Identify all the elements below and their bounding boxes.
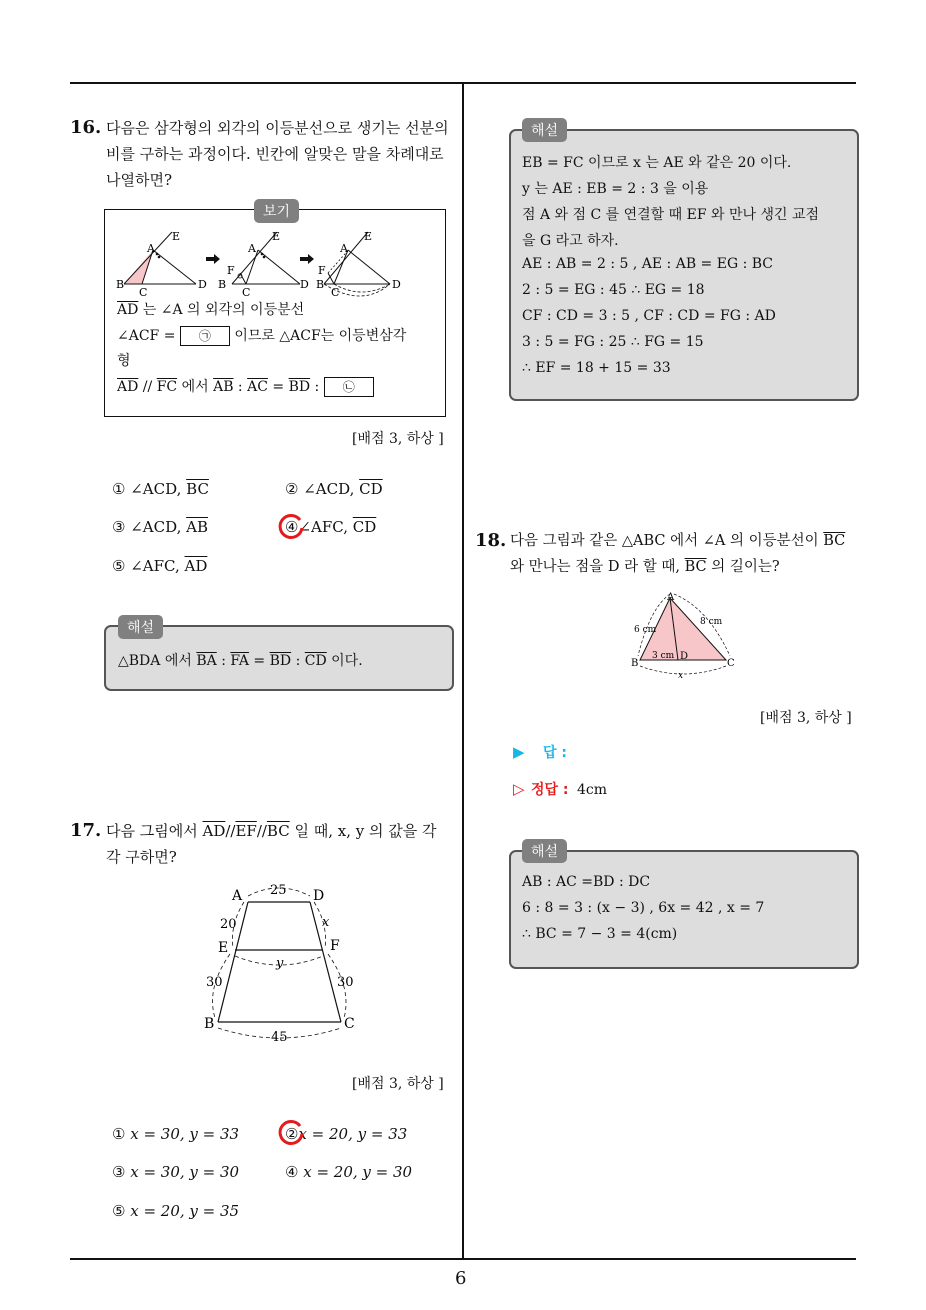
q16-explanation-text (118, 650, 363, 670)
answer-label: 답 : (543, 745, 567, 761)
q17-label-c: C (344, 1016, 355, 1032)
choice-segment: $\overline{BC}$ (186, 480, 209, 498)
q16-choice-5[interactable] (112, 557, 207, 575)
hae-text: : (291, 653, 305, 669)
hae-text: △BDA 에서 (118, 653, 197, 669)
svg-text:B: B (316, 278, 325, 291)
triangle-outline-icon: ▷ (513, 780, 525, 798)
q17-label-f: F (330, 938, 340, 954)
fig1-label-a: A (147, 242, 155, 255)
choice-text: x = 20, y = 35 (130, 1202, 240, 1220)
q16-choice-2[interactable] (285, 480, 383, 498)
q18-number: 18. (475, 530, 507, 551)
choice-text: x = 20, y = 33 (298, 1125, 408, 1143)
blank-box-2: ㉡ (324, 377, 374, 397)
bogi-line-1 (117, 299, 304, 319)
q17-explanation-line: 점 A 와 점 C 를 연결할 때 EF 와 만나 생긴 교점 (522, 207, 820, 223)
q16-question-text (106, 115, 461, 193)
bottom-rule (70, 1258, 856, 1260)
q16-number: 16. (70, 117, 102, 138)
svg-text:C: C (331, 286, 340, 298)
correct-answer-label: 정답 : (531, 782, 569, 798)
q18-triangle-figure (628, 590, 740, 682)
svg-text:D: D (392, 278, 401, 291)
q17-trapezoid-figure (196, 878, 366, 1050)
fig1-line (153, 250, 196, 284)
bogi-text: 는 ∠A 의 외각의 이등분선 (138, 302, 305, 318)
segment: $\overline{BC}$ (684, 559, 707, 575)
choice-text: x = 20, y = 30 (303, 1163, 413, 1181)
correct-mark-icon (276, 511, 306, 541)
choice-segment: $\overline{CD}$ (359, 480, 383, 498)
q17-score: [배점 3, 하상 ] (352, 1076, 444, 1092)
segment: $\overline{AD}$ (117, 379, 139, 395)
svg-text:D: D (300, 278, 309, 291)
page-number: 6 (455, 1268, 467, 1289)
svg-text:E: E (364, 230, 373, 243)
q17-explanation-line: CF : CD = 3 : 5 , CF : CD = FG : AD (522, 308, 776, 324)
q18-score: [배점 3, 하상 ] (760, 710, 852, 726)
choice-number: ③ (112, 518, 126, 536)
q16-choice-1[interactable] (112, 480, 209, 498)
q18-text-line (510, 554, 845, 580)
segment: $\overline{BC}$ (823, 533, 846, 549)
q-text: 다음 그림과 같은 △ABC 에서 ∠A 의 이등분선이 (510, 533, 824, 549)
q17-choice-3[interactable] (112, 1163, 239, 1181)
svg-text:A: A (248, 242, 256, 255)
choice-text: ∠ACD, (303, 480, 360, 498)
choice-text: ∠AFC, (298, 518, 353, 536)
q17-explanation-line: 3 : 5 = FG : 25 ∴ FG = 15 (522, 334, 704, 350)
q18-label-bc: x (678, 671, 684, 681)
svg-text:F: F (227, 264, 235, 277)
hae-text: = (248, 653, 270, 669)
q-text: 일 때, x, y 의 값을 각 (289, 822, 437, 840)
q-text: // (225, 822, 236, 840)
segment: $\overline{EF}$ (235, 822, 257, 840)
choice-segment: $\overline{AB}$ (186, 518, 208, 536)
q17-text-line (106, 818, 461, 844)
q16-text-line: 비를 구하는 과정이다. 빈칸에 알맞은 말을 차례대로 (106, 145, 444, 163)
segment: $\overline{BC}$ (266, 822, 290, 840)
choice-text: ∠AFC, (130, 557, 185, 575)
bogi-text: = (267, 379, 289, 395)
q17-explanation-label: 해설 (522, 118, 567, 142)
svg-text:A: A (340, 242, 348, 255)
svg-text:F: F (318, 264, 326, 277)
fig1-label-e: E (172, 230, 181, 243)
segment: $\overline{BD}$ (269, 653, 292, 669)
column-divider (462, 82, 464, 1260)
q18-explanation-line: ∴ BC = 7 − 3 = 4(cm) (522, 926, 678, 942)
correct-answer-row (513, 779, 607, 799)
q16-score: [배점 3, 하상 ] (352, 431, 444, 447)
q18-explanation-line: 6 : 8 = 3 : (x − 3) , 6x = 42 , x = 7 (522, 900, 765, 916)
q18-text-line (510, 528, 845, 554)
segment: $\overline{BD}$ (288, 379, 311, 395)
choice-number: ④ (285, 1163, 299, 1181)
q17-explanation-line: y 는 AE : EB = 2 : 3 을 이용 (522, 181, 709, 197)
bogi-text: // (138, 379, 157, 395)
segment: $\overline{AB}$ (213, 379, 234, 395)
q17-explanation-line: 을 G 라고 하자. (522, 233, 619, 249)
q-text: 와 만나는 점을 D 라 할 때, (510, 559, 685, 575)
choice-text: x = 30, y = 30 (130, 1163, 240, 1181)
fig1-label-b: B (116, 278, 125, 291)
segment: $\overline{AC}$ (247, 379, 268, 395)
q16-explanation-label: 해설 (118, 615, 163, 639)
q17-label-bottom: 45 (271, 1030, 288, 1045)
q18-label-bd: 3 cm (652, 651, 675, 661)
segment: $\overline{CD}$ (304, 653, 327, 669)
q17-label-eb: 30 (206, 975, 223, 990)
segment: $\overline{BA}$ (196, 653, 217, 669)
q17-label-fc: 30 (337, 975, 354, 990)
arrow-right-icon (206, 254, 220, 264)
q17-text-line: 각 구하면? (106, 848, 177, 866)
q17-number: 17. (70, 820, 102, 841)
q18-explanation-label: 해설 (522, 839, 567, 863)
fig1-label-c: C (139, 286, 148, 298)
q16-figure (112, 226, 412, 298)
choice-number: ⑤ (112, 557, 126, 575)
bogi-text: 이므로 △ACF는 이등변삼각 (229, 328, 407, 344)
choice-number: ② (285, 1125, 299, 1143)
q18-label-b: B (631, 658, 639, 669)
q17-label-ae: 20 (220, 917, 237, 932)
bogi-label: 보기 (254, 199, 299, 223)
segment: $\overline{FC}$ (156, 379, 178, 395)
q17-choice-1[interactable] (112, 1125, 239, 1143)
q18-label-ab: 6 cm (634, 625, 657, 635)
q-text: 다음 그림에서 (106, 822, 203, 840)
q17-explanation-line: 2 : 5 = EG : 45 ∴ EG = 18 (522, 282, 705, 298)
blank-box-1: ㉠ (180, 326, 230, 346)
correct-mark-icon (276, 1117, 306, 1147)
q17-label-ef: y (276, 956, 284, 971)
q18-label-ac: 8 cm (700, 617, 723, 627)
answer-row (513, 742, 567, 762)
bogi-line-3: 형 (117, 353, 131, 369)
hae-text: 이다. (326, 653, 363, 669)
choice-number: ④ (285, 518, 299, 536)
choice-text: x = 30, y = 33 (130, 1125, 240, 1143)
segment-ad: $\overline{AD}$ (117, 302, 139, 318)
fig1-line (124, 232, 172, 284)
svg-text:E: E (272, 230, 281, 243)
choice-number: ① (112, 1125, 126, 1143)
choice-number: ② (285, 480, 299, 498)
choice-text: ∠ACD, (130, 480, 187, 498)
q18-label-a: A (667, 592, 675, 603)
bogi-line-2 (117, 325, 406, 346)
segment: $\overline{AD}$ (202, 822, 226, 840)
q17-choice-5[interactable] (112, 1202, 239, 1220)
choice-number: ⑤ (112, 1202, 126, 1220)
arrow-right-icon (300, 254, 314, 264)
choice-segment: $\overline{CD}$ (352, 518, 377, 536)
bogi-text: 에서 (177, 379, 214, 395)
bogi-text: : (310, 379, 324, 395)
q17-label-d: D (313, 888, 325, 904)
segment: $\overline{FA}$ (230, 653, 249, 669)
q17-label-e: E (218, 940, 229, 956)
q17-explanation-line: AE : AB = 2 : 5 , AE : AB = EG : BC (522, 256, 774, 272)
choice-number: ③ (112, 1163, 126, 1181)
choice-segment: $\overline{AD}$ (184, 557, 208, 575)
q17-question-text (106, 818, 461, 870)
q16-choice-3[interactable] (112, 518, 208, 536)
correct-answer-value: 4cm (576, 782, 608, 798)
q18-label-d: D (680, 651, 689, 662)
q17-label-top: 25 (270, 883, 287, 898)
q16-text-line: 나열하면? (106, 171, 173, 189)
q17-explanation-line: EB = FC 이므로 x 는 AE 와 같은 20 이다. (522, 155, 792, 171)
svg-text:C: C (242, 286, 251, 298)
choice-number: ① (112, 480, 126, 498)
q17-label-a: A (232, 888, 243, 904)
bogi-line-4 (117, 376, 374, 397)
q18-explanation-line: AB : AC =BD : DC (522, 874, 651, 890)
hae-text: : (216, 653, 231, 669)
bogi-text: : (233, 379, 248, 395)
q-text: // (256, 822, 267, 840)
q17-label-df: x (322, 915, 330, 930)
q-text: 의 길이는? (706, 559, 780, 575)
choice-text: ∠ACD, (130, 518, 187, 536)
q18-label-c: C (727, 658, 735, 669)
bogi-text: ∠ACF = (117, 328, 180, 344)
q17-label-b: B (204, 1016, 215, 1032)
svg-text:B: B (218, 278, 227, 291)
triangle-filled-icon: ▶ (513, 743, 525, 761)
q16-text-line: 다음은 삼각형의 외각의 이등분선으로 생기는 선분의 (106, 119, 449, 137)
q17-choice-4[interactable] (285, 1163, 412, 1181)
q17-explanation-line: ∴ EF = 18 + 15 = 33 (522, 360, 671, 376)
q18-question-text (510, 528, 845, 580)
fig1-label-d: D (198, 278, 207, 291)
